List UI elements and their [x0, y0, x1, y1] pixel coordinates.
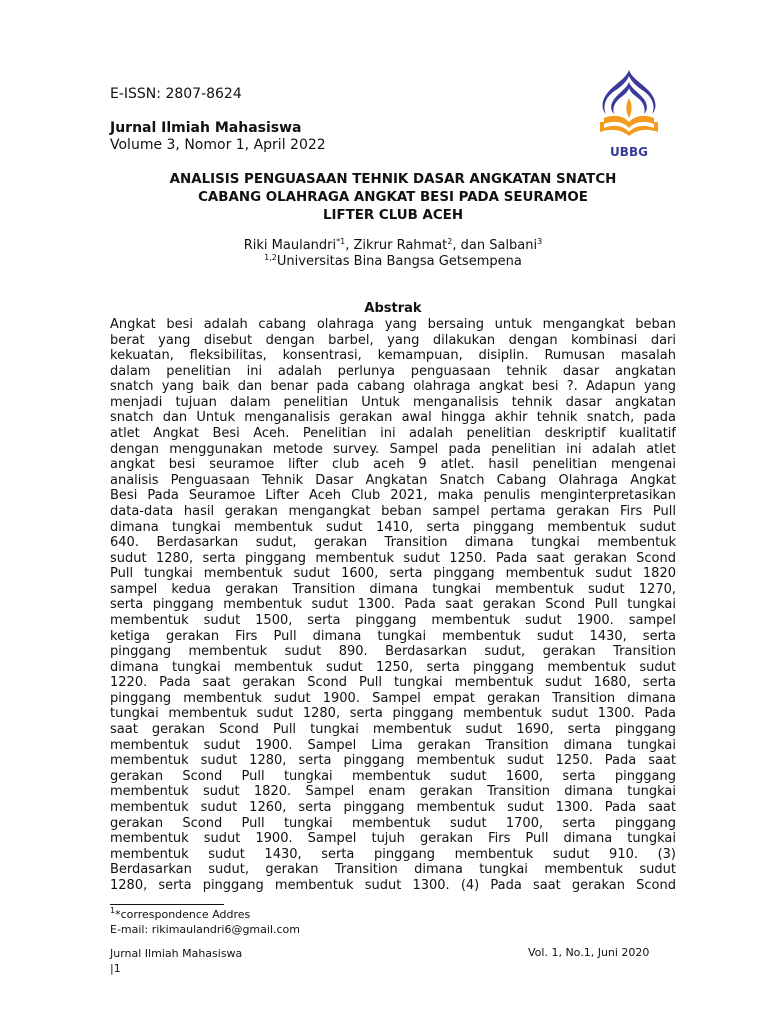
abstract-line: angkat besi seuramoe lifter club aceh 9 atlet. hasil penelitian mengenai [110, 457, 676, 473]
abstract-line: tungkai membentuk sudut 1280, serta pinggang membentuk sudut 1300. Pada [110, 706, 676, 722]
abstract-line: analisis Penguasaan Tehnik Dasar Angkatan Snatch Cabang Olahraga Angkat [110, 472, 676, 488]
footnote-superscript: 1 [110, 906, 116, 915]
abstract-line: 1220. Pada saat gerakan Scond Pull tungkai membentuk sudut 1680, serta [110, 675, 676, 691]
author-name: Riki Maulandri [243, 238, 337, 253]
abstract-line: membentuk sudut 1280, serta pinggang membentuk sudut 1250. Pada saat [110, 753, 676, 769]
article-title [110, 171, 676, 225]
abstract-line: 640. Berdasarkan sudut, gerakan Transition dimana tungkai membentuk [110, 535, 676, 551]
abstract-body [110, 317, 676, 893]
abstract-heading: Abstrak [364, 301, 422, 316]
affiliation-superscript: 1,2 [264, 253, 277, 262]
abstract-line: sampel kedua gerakan Transition dimana tungkai membentuk sudut 1270, [110, 581, 676, 597]
abstract-line: dimana tungkai membentuk sudut 1410, serta pinggang membentuk sudut [110, 519, 676, 535]
abstract-line: Pull tungkai membentuk sudut 1600, serta pinggang membentuk sudut 1820 [110, 566, 676, 582]
author-superscript: 3 [537, 237, 543, 246]
abstract-line: Berdasarkan sudut, gerakan Transition dimana tungkai membentuk sudut [110, 862, 676, 878]
footer-left [110, 946, 242, 976]
abstract-line: membentuk sudut 1260, serta pinggang membentuk sudut 1300. Pada saat [110, 799, 676, 815]
footer-issue: Vol. 1, No.1, Juni 2020 [528, 946, 650, 959]
abstract-line: serta pinggang membentuk sudut 1300. Pada saat gerakan Scond Pull tungkai [110, 597, 676, 613]
abstract-line: Angkat besi adalah cabang olahraga yang bersaing untuk mengangkat beban [110, 317, 676, 332]
title-line: ANALISIS PENGUASAAN TEHNIK DASAR ANGKATAN SNATCH [169, 172, 617, 187]
issn-number: E-ISSN: 2807-8624 [110, 86, 242, 102]
journal-name: Jurnal Ilmiah Mahasiswa [110, 120, 302, 136]
abstract-line: membentuk sudut 1820. Sampel enam gerakan Transition dimana tungkai [110, 784, 676, 800]
abstract-line: dengan menggunakan metode survey. Sampel pada penelitian ini adalah atlet [110, 441, 676, 457]
abstract-line: snatch yang baik dan benar pada cabang olahraga angkat besi ?. Adapun yang [110, 379, 676, 395]
footnote-rule [110, 904, 224, 905]
author-name: , Zikrur Rahmat [345, 238, 448, 253]
abstract-line: dimana tungkai membentuk sudut 1250, serta pinggang membentuk sudut [110, 659, 676, 675]
footer-journal: Jurnal Ilmiah Mahasiswa [110, 947, 243, 960]
title-line: CABANG OLAHRAGA ANGKAT BESI PADA SEURAMOE [198, 190, 588, 205]
title-line: LIFTER CLUB ACEH [322, 208, 464, 223]
abstract-line: 1280, serta pinggang membentuk sudut 1300. (4) Pada saat gerakan Scond [110, 877, 676, 893]
affiliation-name: Universitas Bina Bangsa Getsempena [276, 254, 522, 269]
author-name: , dan Salbani [452, 238, 538, 253]
abstract-line: membentuk sudut 1900. Sampel tujuh gerakan Firs Pull dimana tungkai [110, 831, 676, 847]
author-superscript: *1 [336, 237, 346, 246]
abstract-line: membentuk sudut 1430, serta pinggang membentuk sudut 910. (3) [110, 846, 676, 862]
footnote-text: *correspondence Addres [115, 908, 251, 921]
abstract-line: pinggang membentuk sudut 1900. Sampel empat gerakan Transition dimana [110, 690, 676, 706]
footer-page-number: |1 [110, 962, 121, 975]
abstract-line: dalam penelitian ini adalah perlunya penguasaan tehnik dasar angkatan [110, 363, 676, 379]
abstract-line: snatch dan Untuk menganalisis gerakan awal hingga akhir tehnik snatch, pada [110, 410, 676, 426]
abstract-line: kekuatan, fleksibilitas, konsentrasi, kemampuan, disiplin. Rumusan masalah [110, 348, 676, 364]
abstract-line: atlet Angkat Besi Aceh. Penelitian ini adalah penelitian deskriptif kualitatif [110, 426, 676, 442]
abstract-line: pinggang membentuk sudut 890. Berdasarkan sudut, gerakan Transition [110, 644, 676, 660]
author-list [110, 238, 676, 254]
footnote-correspondence [110, 908, 250, 921]
abstract-line: gerakan Scond Pull tungkai membentuk sudut 1600, serta pinggang [110, 768, 676, 784]
abstract-line: saat gerakan Scond Pull tungkai membentuk sudut 1690, serta pinggang [110, 722, 676, 738]
abstract-line: sudut 1280, serta pinggang membentuk sudut 1250. Pada saat gerakan Scond [110, 550, 676, 566]
abstract-line: berat yang disebut dengan barbel, yang dilakukan dengan kombinasi dari [110, 332, 676, 348]
affiliation [110, 254, 676, 270]
abstract-line: membentuk sudut 1900. Sampel Lima gerakan Transition dimana tungkai [110, 737, 676, 753]
journal-volume: Volume 3, Nomor 1, April 2022 [110, 137, 326, 153]
footnote-email: E-mail: rikimaulandri6@gmail.com [110, 923, 300, 936]
ubbg-logo [596, 68, 662, 158]
abstract-line: ketiga gerakan Firs Pull dimana tungkai membentuk sudut 1430, serta [110, 628, 676, 644]
logo-text: UBBG [610, 145, 648, 158]
author-superscript: 2 [447, 237, 453, 246]
abstract-line: membentuk sudut 1500, serta pinggang membentuk sudut 1900. sampel [110, 612, 676, 628]
abstract-line: menjadi tujuan dalam penelitian Untuk menganalisis tehnik dasar angkatan [110, 394, 676, 410]
abstract-line: data-data hasil gerakan mengangkat beban sampel pertama gerakan Firs Pull [110, 503, 676, 519]
abstract-line: Besi Pada Seuramoe Lifter Aceh Club 2021, maka penulis menginterpretasikan [110, 488, 676, 504]
abstract-line: gerakan Scond Pull tungkai membentuk sudut 1700, serta pinggang [110, 815, 676, 831]
